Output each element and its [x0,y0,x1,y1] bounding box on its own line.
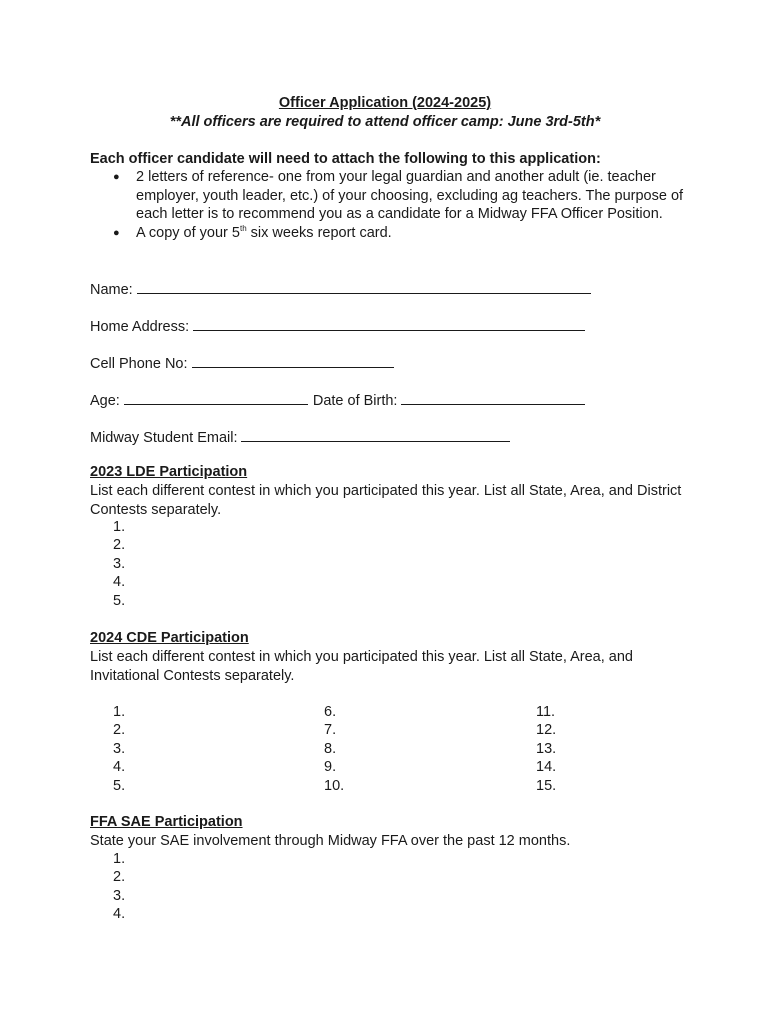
list-item: 5. [113,777,126,794]
sae-description: State your SAE involvement through Midway FFA over the past 12 months. [90,833,571,849]
requirements-list [90,168,690,242]
cell-phone-label: Cell Phone No: [90,356,188,372]
bullet-icon: ● [113,171,120,183]
list-item: 1. [113,851,126,867]
student-email-field [90,427,510,447]
list-item: 8. [324,740,337,757]
sae-heading: FFA SAE Participation [90,814,243,830]
cde-heading: 2024 CDE Participation [90,630,249,646]
age-input-line[interactable] [124,390,308,405]
list-item: 10. [324,777,345,794]
student-email-input-line[interactable] [241,427,510,442]
list-item: 13. [536,740,557,757]
age-label: Age: [90,393,120,409]
page-title: Officer Application (2024-2025) [278,95,492,111]
list-item: 2. [113,722,126,739]
list-item: 3. [113,740,126,757]
bullet-icon: ● [113,226,120,239]
name-input-line[interactable] [137,279,591,294]
cell-phone-input-line[interactable] [192,353,394,368]
cde-list-col2 [324,703,344,795]
list-item: 9. [324,759,337,776]
home-address-field [90,316,585,336]
name-field [90,279,591,299]
requirement-report-card: ● A copy of your 5th six weeks report card. [113,223,392,241]
list-item: 1. [113,704,126,720]
age-dob-field [90,390,585,410]
lde-list [113,518,125,610]
list-item: 11. [536,704,556,720]
requirement-reference-letters: ● 2 letters of reference- one from your legal guardian and another adult (ie. teacher employer, youth leader, etc.) of your choosing, excluding ag teachers. The purpose of each letter is to recommend you as a candidate for a Midway FFA Officer Position. [113,169,684,222]
sae-list [113,850,125,924]
list-item: 12. [536,722,557,739]
lde-heading: 2023 LDE Participation [90,464,248,480]
list-item: 3. [113,887,126,904]
dob-input-line[interactable] [401,390,585,405]
list-item: 14. [536,759,557,776]
list-item: 4. [113,759,126,776]
list-item: 7. [324,722,337,739]
home-address-label: Home Address: [90,319,190,335]
dob-label: Date of Birth: [312,393,398,409]
list-item: 4. [113,906,126,923]
list-item: 5. [113,592,126,609]
name-label: Name: [90,282,133,298]
list-item: 6. [324,704,337,720]
list-item: 2. [113,537,126,554]
cell-phone-field [90,353,394,373]
home-address-input-line[interactable] [193,316,585,331]
list-item: 2. [113,869,126,886]
requirements-intro: Each officer candidate will need to attach the following to this application: [90,151,601,167]
student-email-label: Midway Student Email: [90,430,238,446]
list-item: 4. [113,574,126,591]
cde-description: List each different contest in which you participated this year. List all State, Area, and Invitational Contests separately. [90,649,633,684]
lde-description: List each different contest in which you participated this year. List all State, Area, and District Contests separately. [90,483,682,518]
list-item: 3. [113,555,126,572]
cde-list-col1 [113,703,125,795]
list-item: 1. [113,519,126,535]
list-item: 15. [536,777,557,794]
camp-notice: **All officers are required to attend officer camp: June 3rd-5th* [169,114,601,130]
cde-list-col3 [536,703,556,795]
